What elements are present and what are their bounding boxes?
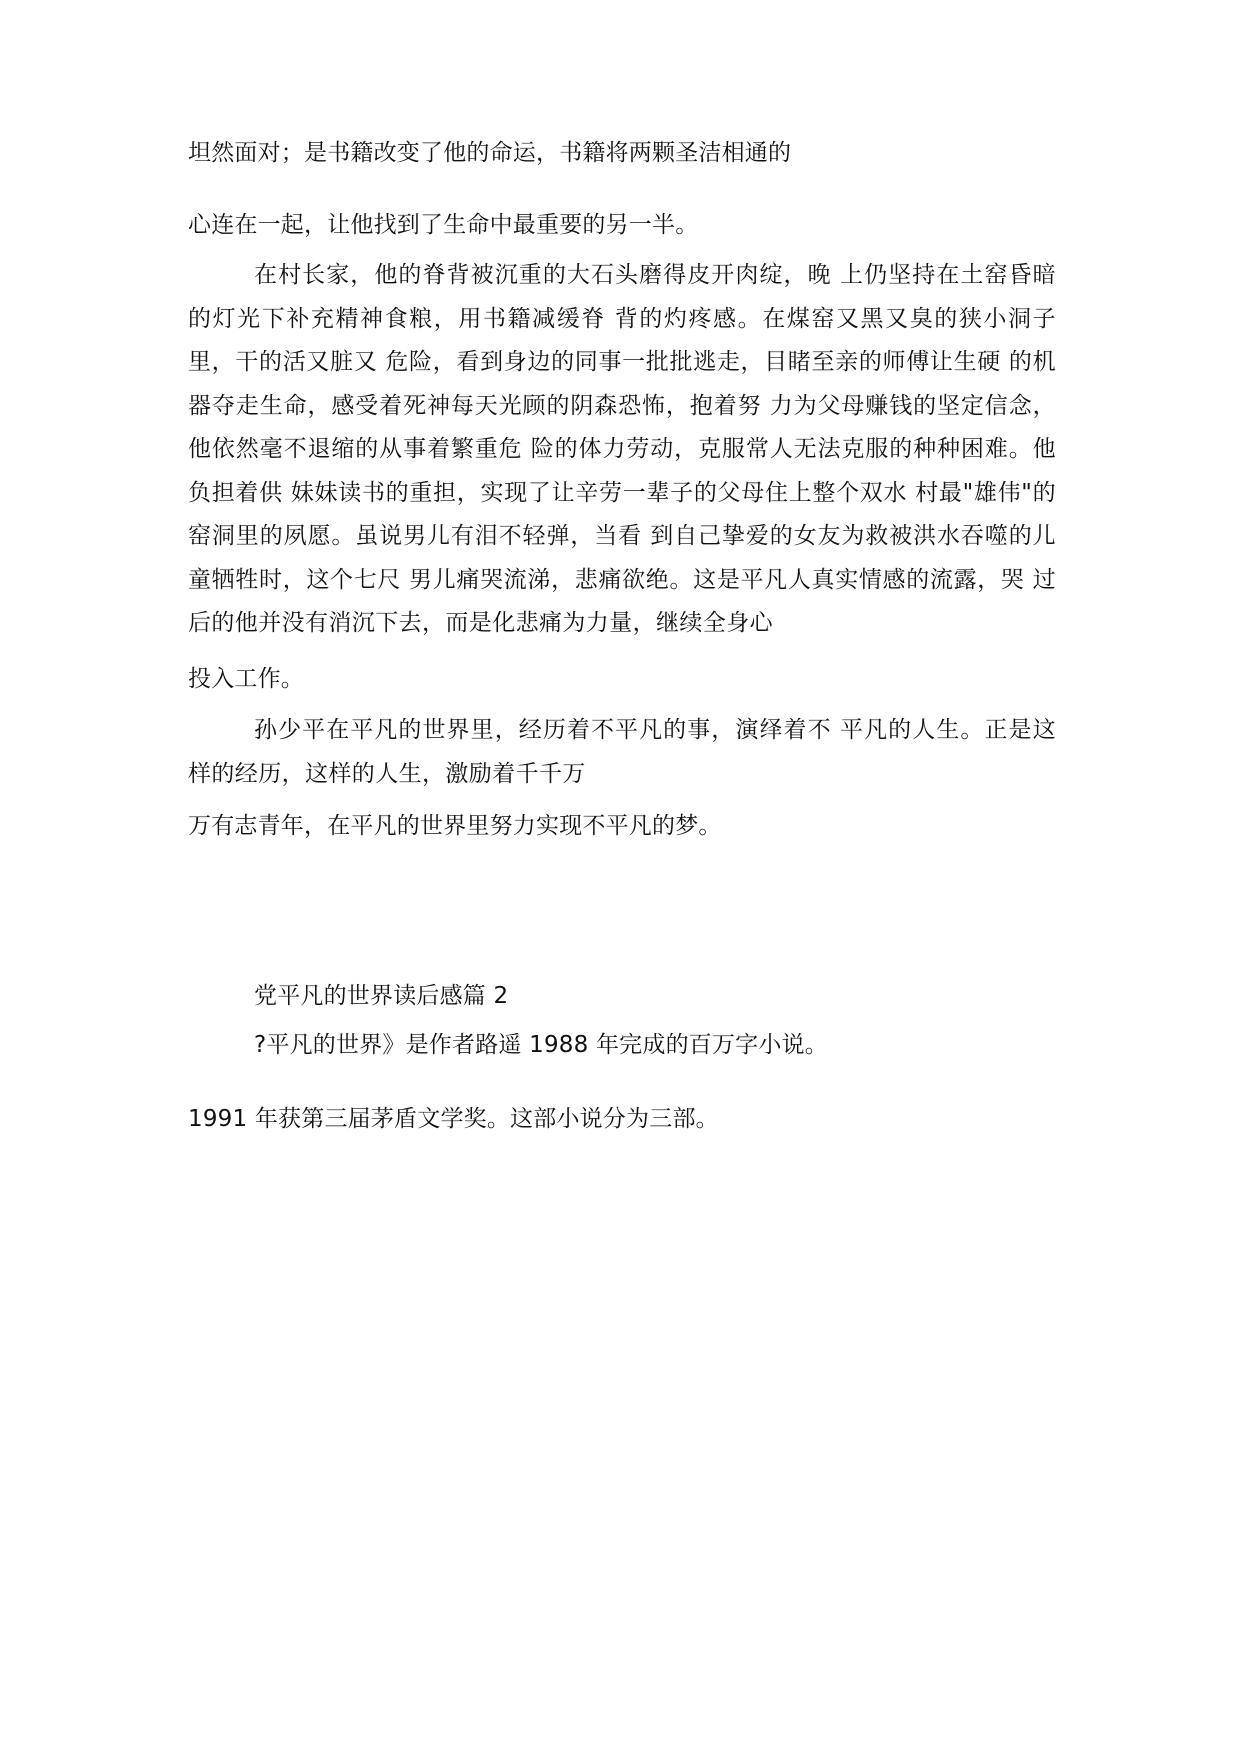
paragraph-village-head: 在村长家，他的脊背被沉重的大石头磨得皮开肉绽，晚 上仍坚持在土窑昏暗的灯光下补充精神食粮，用书籍减缓脊 背的灼疼感。在煤窑又黑又臭的狭小洞子里，干的活又脏又 危险，看到身边的同事一批批逃走，目睹至亲的师傅让生硬 的机器夺走生命，感受着死神每天光顾的阴森恐怖，抱着努 力为父母赚钱的坚定信念，他依然毫不退缩的从事着繁重危 险的体力劳动，克服常人无法克服的种种困难。他负担着供 妹妹读书的重担，实现了让辛劳一辈子的父母住上整个双水 村最"雄伟"的窑洞里的夙愿。虽说男儿有泪不轻弹，当看 到自己挚爱的女友为救被洪水吞噬的儿童牺牲时，这个七尺 男儿痛哭流涕，悲痛欲绝。这是平凡人真实情感的流露，哭 过后的他并没有消沉下去，而是化悲痛为力量，继续全身心 xyxy=(188,262,1056,636)
section-heading: 党平凡的世界读后感篇 2 xyxy=(254,983,509,1009)
text-line: 坦然面对；是书籍改变了他的命运，书籍将两颗圣洁相通的 xyxy=(188,140,792,166)
text-line: 万有志青年，在平凡的世界里努力实现不平凡的梦。 xyxy=(188,813,722,839)
text-line: 投入工作。 xyxy=(188,666,304,692)
text-line: 心连在一起，让他找到了生命中最重要的另一半。 xyxy=(188,212,699,238)
paragraph-sun-shaoping: 孙少平在平凡的世界里，经历着不平凡的事，演绎着不 平凡的人生。正是这样的经历，这样的人生，激励着千千万 xyxy=(188,717,1056,787)
text-line: ?平凡的世界》是作者路遥 1988 年完成的百万字小说。 xyxy=(254,1032,828,1058)
text-line: 1991 年获第三届茅盾文学奖。这部小说分为三部。 xyxy=(188,1106,719,1132)
